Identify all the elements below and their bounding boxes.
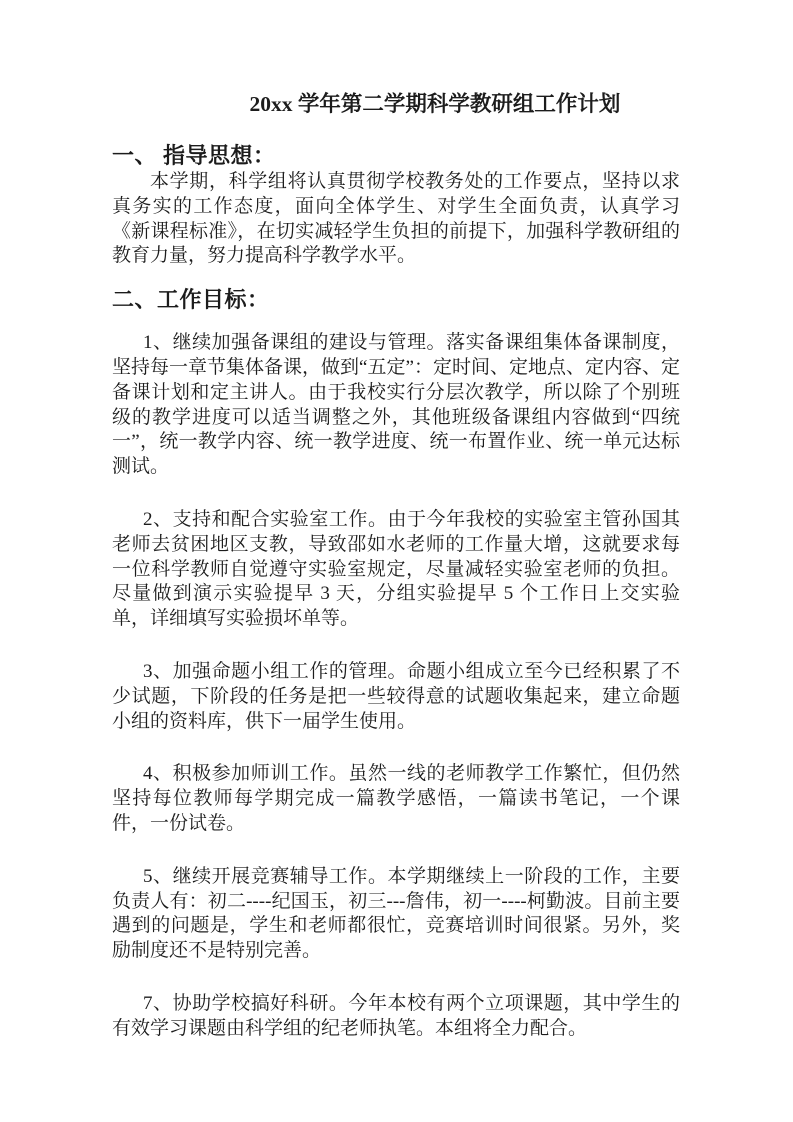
paragraph-item-1: 1、继续加强备课组的建设与管理。落实备课组集体备课制度，坚持每一章节集体备课，做到“五定”：定时间、定地点、定内容、定备课计划和定主讲人。由于我校实行分层次教学，所以除了个别班级的教学进度可以适当调整之外，其他班级备课组内容做到“四统一”，统一教学内容、统一教学进度、统一布置作业、统一单元达标测试。 [112, 332, 680, 478]
document-title: 20xx 学年第二学期科学教研组工作计划 [249, 92, 621, 116]
paragraph-item-4: 4、积极参加师训工作。虽然一线的老师教学工作繁忙，但仍然坚持每位教师每学期完成一篇教学感悟，一篇读书笔记，一个课件，一份试卷。 [112, 763, 680, 834]
section-work-goals [112, 286, 680, 1041]
paragraph-item-3: 3、加强命题小组工作的管理。命题小组成立至今已经积累了不少试题，下阶段的任务是把一些较得意的试题收集起来，建立命题小组的资料库，供下一届学生使用。 [112, 660, 680, 732]
section-guiding-ideology [112, 142, 680, 269]
paragraph-item-7: 7、协助学校搞好科研。今年本校有两个立项课题，其中学生的有效学习课题由科学组的纪老师执笔。本组将全力配合。 [112, 992, 680, 1039]
paragraph-item-5: 5、继续开展竞赛辅导工作。本学期继续上一阶段的工作，主要负责人有：初二----纪国玉，初三---詹伟，初一----柯勤波。目前主要遇到的问题是，学生和老师都很忙，竞赛培训时间很紧。另外，奖励制度还不是特别完善。 [112, 865, 680, 962]
section-heading-guiding-ideology: 一、 指导思想： [112, 143, 276, 168]
paragraph: 本学期，科学组将认真贯彻学校教务处的工作要点，坚持以求真务实的工作态度，面向全体学生、对学生全面负责，认真学习《新课程标准》，在切实减轻学生负担的前提下，加强科学教研组的教育力量，努力提高科学教学水平。 [112, 171, 680, 267]
paragraph-item-2: 2、支持和配合实验室工作。由于今年我校的实验室主管孙国其老师去贫困地区支教，导致邵如水老师的工作量大增，这就要求每一位科学教师自觉遵守实验室规定，尽量减轻实验室老师的负担。尽量做到演示实验提早 3 天，分组实验提早 5 个工作日上交实验单，详细填写实验损坏单等。 [112, 508, 680, 630]
section-heading-work-goals: 二、工作目标： [112, 287, 270, 313]
